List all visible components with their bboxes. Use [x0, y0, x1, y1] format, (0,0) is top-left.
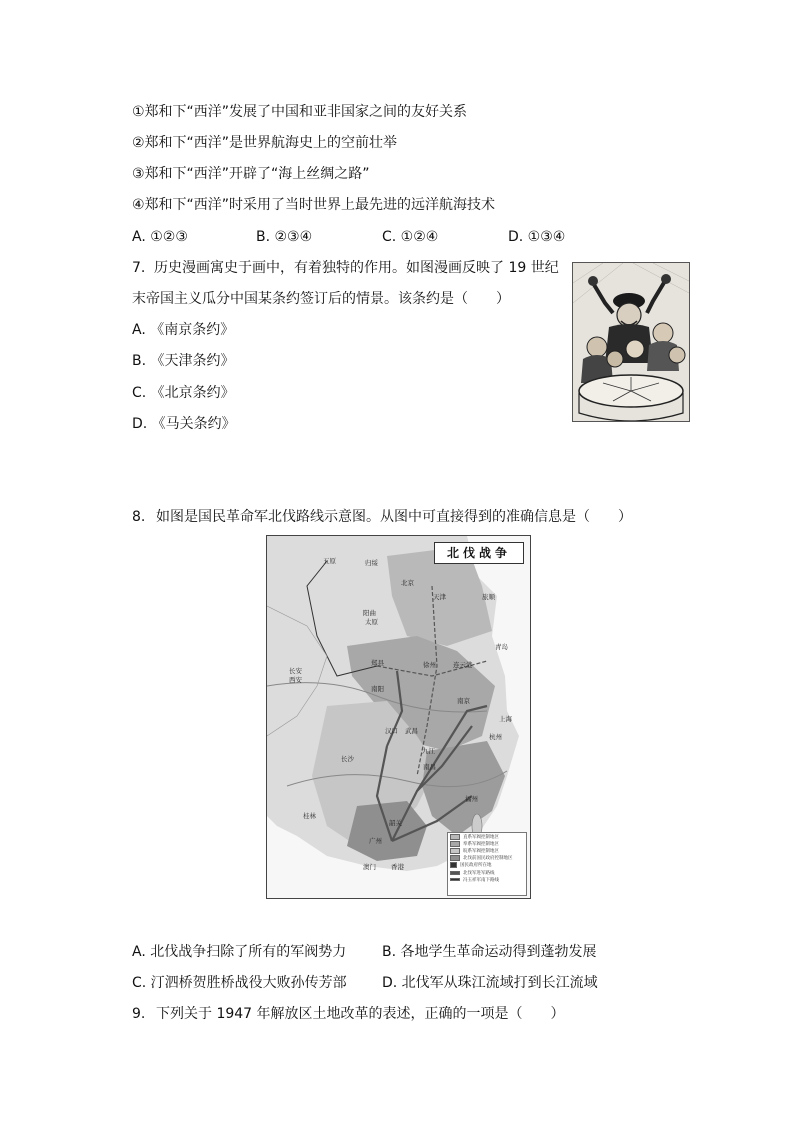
map-city-tianjin: 天津: [433, 593, 446, 601]
q8-stem: 如图是国民革命军北伐路线示意图。从图中可直接得到的准确信息是（ ）: [156, 509, 632, 525]
map-city-qingdao: 青岛: [495, 643, 508, 651]
map-city-nanjing: 南京: [457, 697, 470, 705]
legend-item: 直系军阀控制地区: [448, 833, 526, 840]
legend-item: 国民政府所在地: [448, 862, 526, 869]
legend-item: 奉系军阀控制地区: [448, 840, 526, 847]
map-city-hangzhou: 杭州: [489, 733, 502, 741]
q6-statement-2: ②郑和下“西洋”是世界航海史上的空前壮举: [132, 135, 398, 151]
map-city-guilin: 桂林: [303, 812, 316, 820]
map-city-wuyuan: 五原: [323, 557, 336, 565]
q7-option-d[interactable]: D. 《马关条约》: [132, 416, 236, 432]
q7-option-c[interactable]: C. 《北京条约》: [132, 385, 235, 401]
map-city-nanyang: 南阳: [371, 685, 384, 693]
map-city-wuchang: 武昌: [405, 727, 418, 735]
legend-item: 北伐前国民政府控制地区: [448, 855, 526, 862]
map-city-changsha: 长沙: [341, 755, 354, 763]
q6-statement-4: ④郑和下“西洋”时采用了当时世界上最先进的远洋航海技术: [132, 197, 496, 213]
map-city-hongkong: 香港: [391, 863, 404, 871]
map-city-hankou: 汉口: [385, 727, 398, 735]
q6-statement-1: ①郑和下“西洋”发展了中国和亚非国家之间的友好关系: [132, 104, 468, 120]
map-city-nanchang: 南昌: [423, 763, 436, 771]
legend-item: 皖系军阀控制地区: [448, 847, 526, 854]
q7-stem-line2: 末帝国主义瓜分中国某条约签订后的情景。该条约是（ ）: [132, 291, 510, 307]
map-city-changan: 长安: [289, 667, 302, 675]
q6-option-b[interactable]: B. ②③④: [256, 229, 313, 245]
legend-item: 冯玉祥军南下路线: [448, 876, 526, 883]
q6-statement-3: ③郑和下“西洋”开辟了“海上丝绸之路”: [132, 166, 370, 182]
map-city-shanghai: 上海: [499, 715, 512, 723]
q6-option-d[interactable]: D. ①③④: [508, 229, 566, 245]
q8-option-c[interactable]: C. 汀泗桥贺胜桥战役大败孙传芳部: [132, 975, 347, 991]
q6-option-a[interactable]: A. ①②③: [132, 229, 188, 245]
q8-option-b[interactable]: B. 各地学生革命运动得到蓬勃发展: [382, 944, 597, 960]
map-city-yangqu: 阳曲: [363, 609, 376, 617]
map-city-guangzhou: 广州: [369, 837, 382, 845]
map-title: 北伐战争: [434, 542, 524, 564]
map-city-taiyuan: 太原: [365, 618, 378, 626]
northern-expedition-map: [266, 535, 531, 899]
q7-stem-line1: 历史漫画寓史于画中，有着独特的作用。如图漫画反映了 19 世纪: [154, 260, 559, 276]
q8-option-a[interactable]: A. 北伐战争扫除了所有的军阀势力: [132, 944, 347, 960]
q7-option-b[interactable]: B. 《天津条约》: [132, 353, 235, 369]
q7-number: 7.: [132, 260, 146, 276]
q9-stem: 下列关于 1947 年解放区土地改革的表述，正确的一项是（ ）: [156, 1006, 565, 1022]
q7-cartoon-image: [572, 262, 690, 422]
map-city-xuzhou: 徐州: [423, 661, 436, 669]
map-legend: [447, 832, 527, 896]
map-city-lushun: 旅顺: [482, 593, 495, 601]
q9-number: 9.: [132, 1006, 146, 1022]
q8-option-d[interactable]: D. 北伐军从珠江流域打到长江流域: [382, 975, 598, 991]
q6-option-c[interactable]: C. ①②④: [382, 229, 439, 245]
q7-option-a[interactable]: A. 《南京条约》: [132, 322, 235, 338]
map-city-guisui: 归绥: [365, 559, 378, 567]
map-city-macau: 澳门: [363, 863, 376, 871]
map-city-fuzhou: 福州: [465, 795, 478, 803]
map-city-beijing: 北京: [401, 579, 414, 587]
legend-item: 北伐军进军路线: [448, 869, 526, 876]
map-city-zhengxian: 郑县: [371, 659, 384, 667]
map-city-xian: 西安: [289, 676, 302, 684]
map-city-lianyungang: 连云港: [453, 661, 473, 669]
map-city-jiujiang: 九江: [422, 747, 435, 755]
q8-number: 8.: [132, 509, 146, 525]
map-city-shaoguan: 韶关: [389, 819, 402, 827]
